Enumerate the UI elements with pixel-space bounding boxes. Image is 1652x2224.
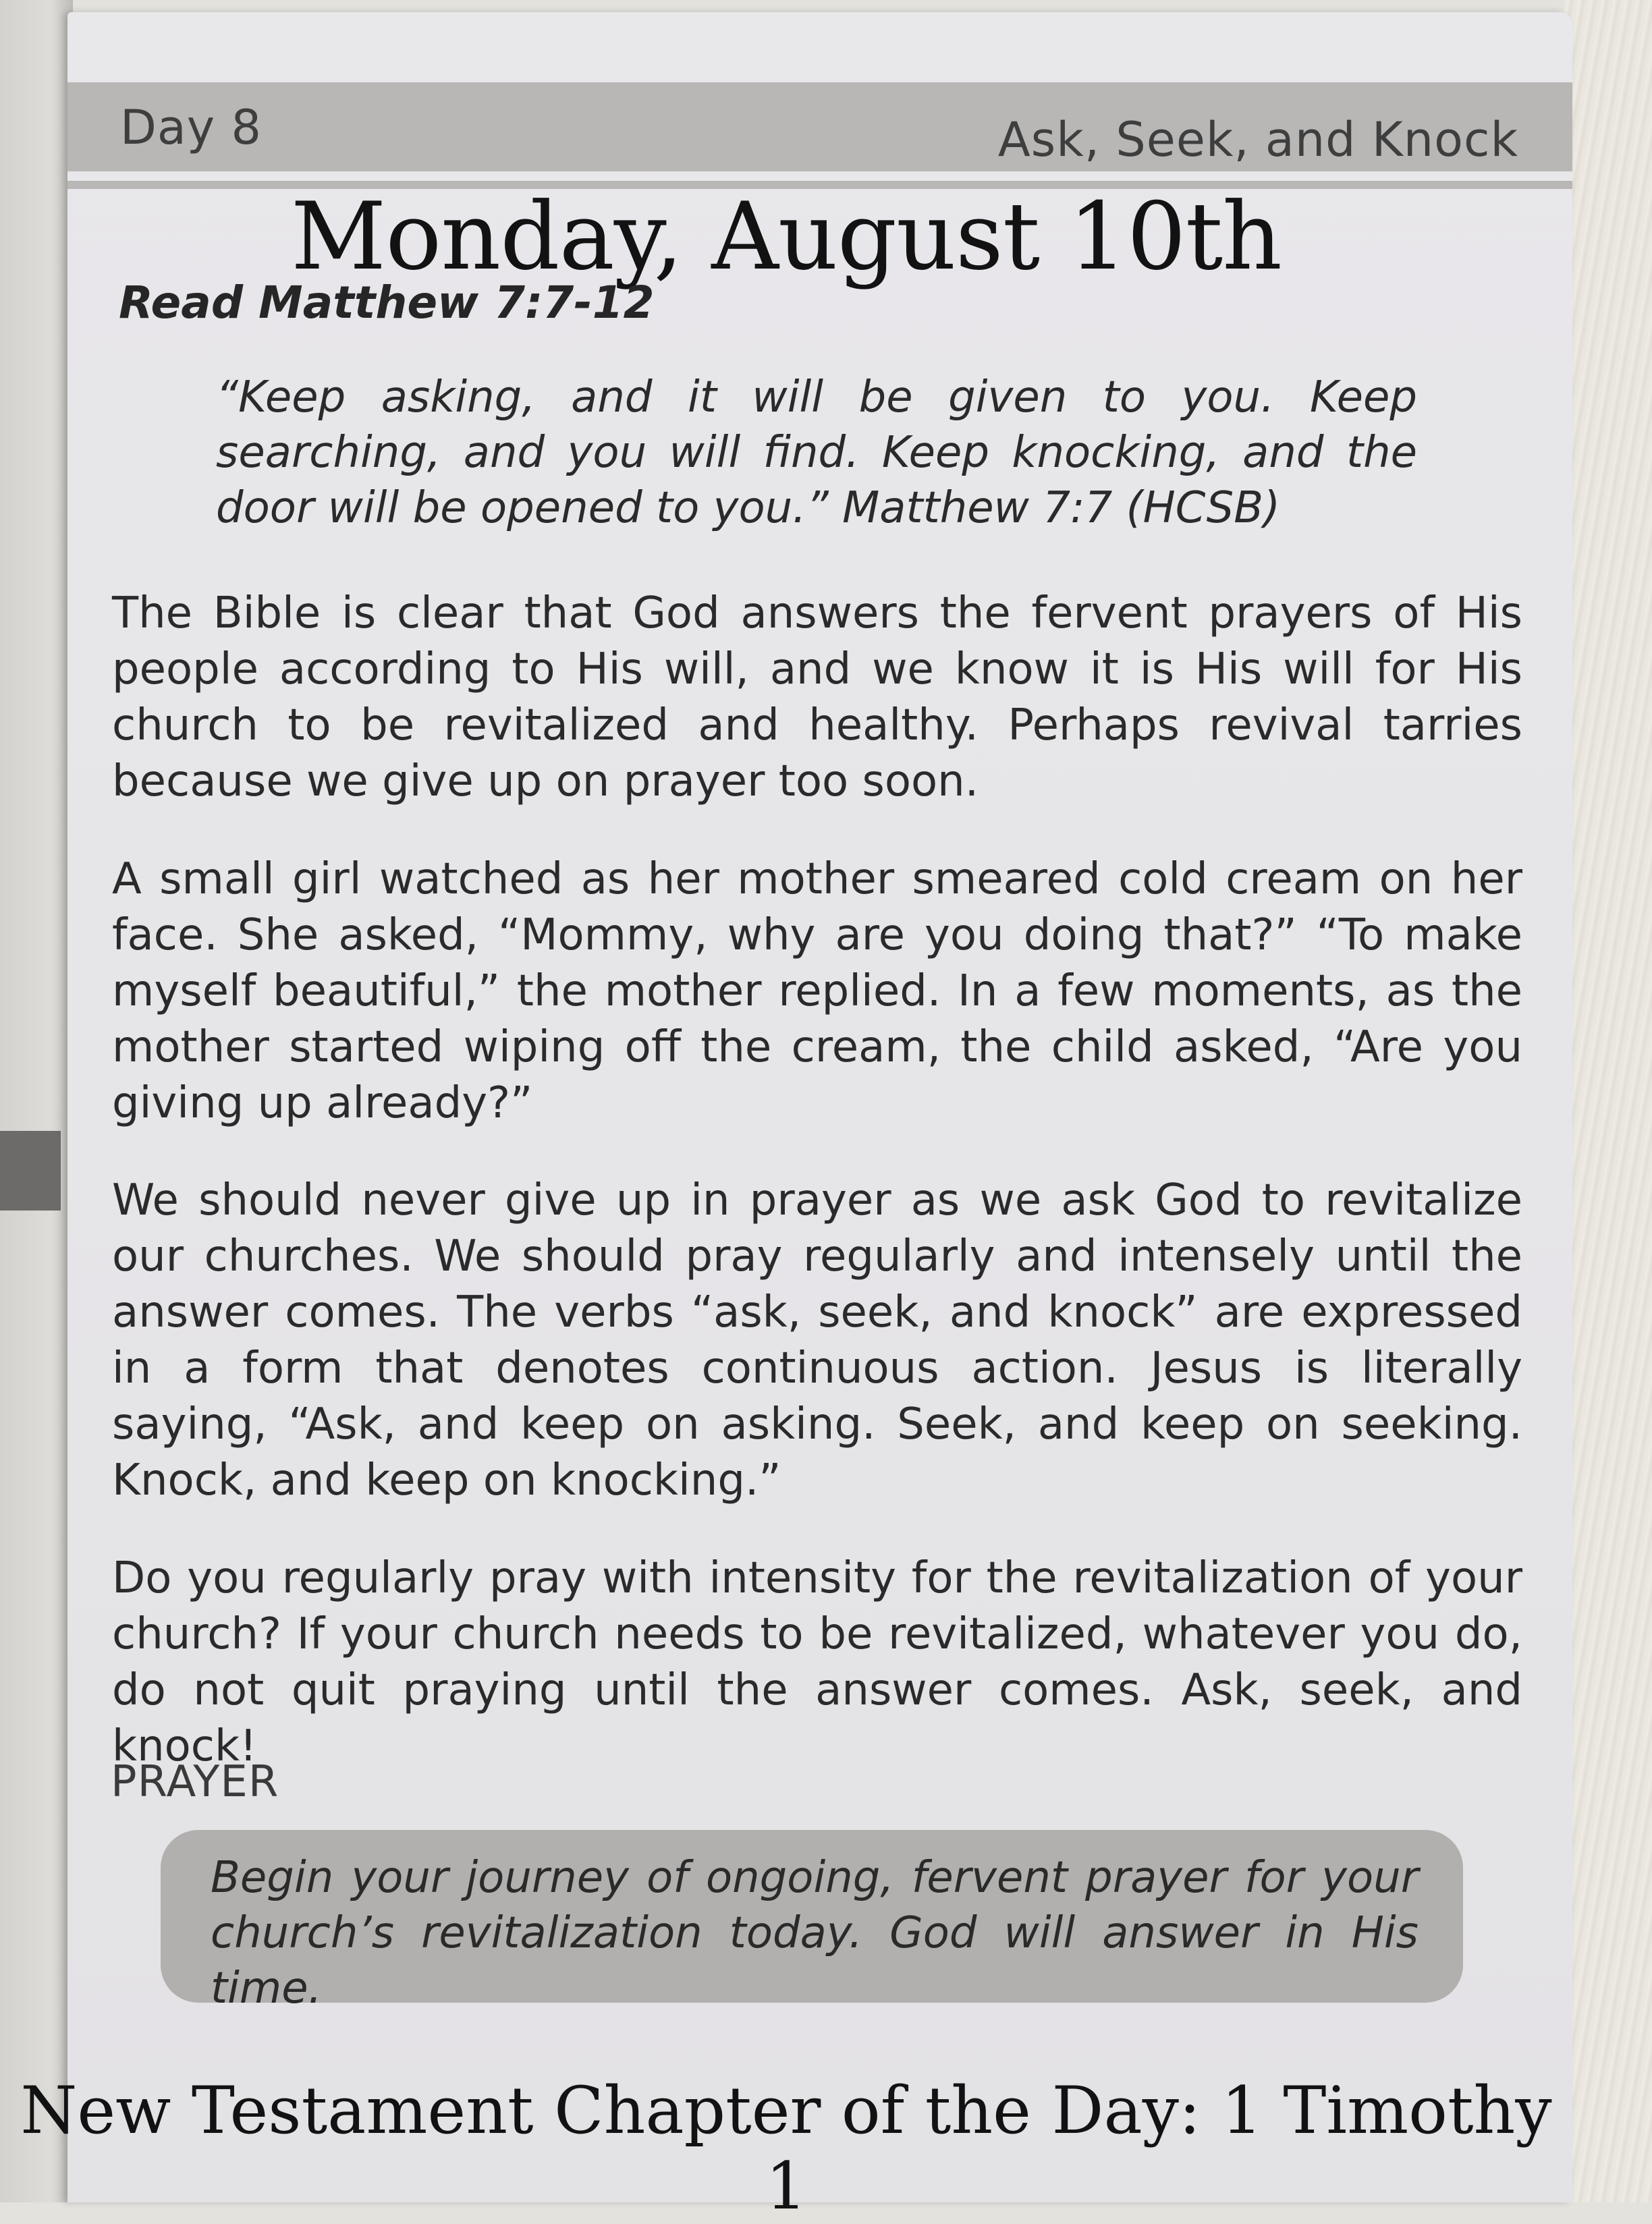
body-paragraph-2: A small girl watched as her mother smeared cold cream on her face. She asked, “Mommy, why are you doing that?” “To make myself beautiful,” the mother replied. In a few moments, as the mother started wiping off the cream, the child asked, “Are you giving up already?” bbox=[112, 854, 1522, 1128]
page-tab-marker bbox=[0, 1131, 61, 1211]
prayer-text: Begin your journey of ongoing, fervent prayer for your church’s revitalization today. God will answer in His time. bbox=[211, 1853, 1419, 2013]
body-paragraph-4: Do you regularly pray with intensity for the revitalization of your church? If your church needs to be revitalized, whatever you do, do not quit praying until the answer comes. Ask, seek, and knock! bbox=[112, 1553, 1522, 1771]
body-paragraph-1: The Bible is clear that God answers the fervent prayers of His people according to His will, and we know it is His will for His church to be revitalized and healthy. Perhaps revival tarries because we give up on prayer too soon. bbox=[112, 588, 1522, 806]
body-paragraph-3: We should never give up in prayer as we ask God to revitalize our churches. We should pray regularly and intensely until the answer comes. The verbs “ask, seek, and knock” are expressed in a form that denotes continuous action. Jesus is literally saying, “Ask, and keep on asking. Seek, and keep on seeking. Knock, and keep on knocking.” bbox=[112, 1175, 1522, 1505]
previous-page-edge bbox=[0, 0, 73, 2202]
prayer-heading: PRAYER bbox=[111, 1757, 279, 1807]
scripture-reading: Read Matthew 7:7-12 bbox=[119, 277, 655, 329]
scripture-quote: “Keep asking, and it will be given to you. Keep searching, and you will find. Keep knocking, and the door will be opened to you.” Matthew 7:7 (HCSB) bbox=[216, 372, 1417, 533]
day-label: Day 8 bbox=[120, 100, 263, 155]
date-overlay-title: Monday, August 10th bbox=[290, 182, 1282, 291]
background-wall bbox=[1564, 0, 1652, 2202]
section-title: Ask, Seek, and Knock bbox=[997, 112, 1518, 167]
chapter-of-day-overlay: New Testament Chapter of the Day: 1 Timothy 1 bbox=[20, 2073, 1552, 2224]
